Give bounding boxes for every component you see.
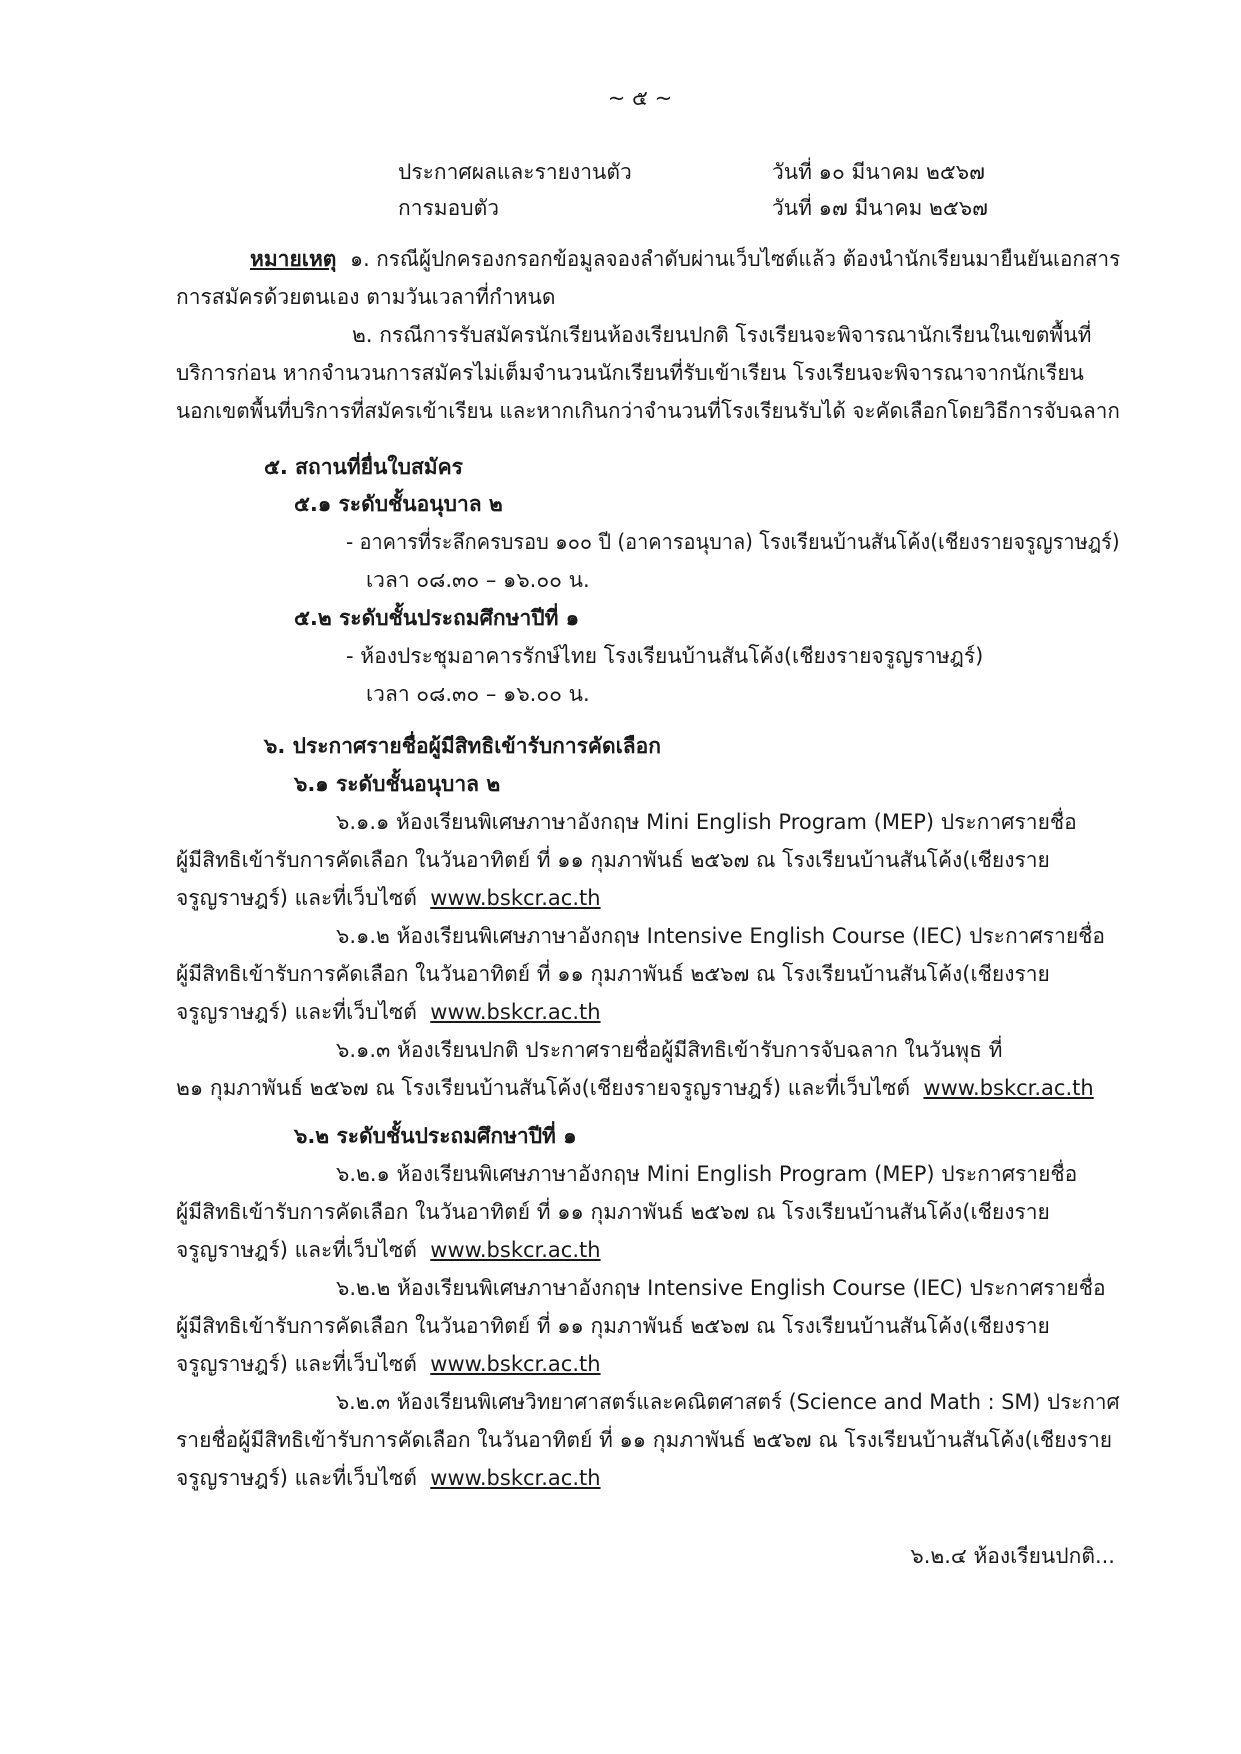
website-link[interactable]: www.bskcr.ac.th [430, 1000, 601, 1024]
section5-1-time: เวลา ๐๘.๓๐ – ๑๖.๐๐ น. [366, 568, 590, 592]
section6-2-1-line2: ผู้มีสิทธิเข้ารับการคัดเลือก ในวันอาทิตย์ ที่ ๑๑ กุมภาพันธ์ ๒๕๖๗ ณ โรงเรียนบ้านสันโค้ง(เชียงราย [176, 1200, 1050, 1224]
section6-1-3-line1: ๖.๑.๓ ห้องเรียนปกติ ประกาศรายชื่อผู้มีสิทธิเข้ารับการจับฉลาก ในวันพุธ ที่ [336, 1038, 1003, 1062]
note-item1-line2: การสมัครด้วยตนเอง ตามวันเวลาที่กำหนด [176, 285, 556, 309]
section6-2-3-line3-text: จรูญราษฎร์) และที่เว็บไซต์ [176, 1466, 417, 1490]
section5-heading: ๕. สถานที่ยื่นใบสมัคร [264, 455, 463, 479]
schedule-label-results: ประกาศผลและรายงานตัว [398, 160, 632, 184]
section6-2-1-line1: ๖.๒.๑ ห้องเรียนพิเศษภาษาอังกฤษ Mini English Program (MEP) ประกาศรายชื่อ [336, 1162, 1078, 1186]
section6-1-2-line2: ผู้มีสิทธิเข้ารับการคัดเลือก ในวันอาทิตย์ ที่ ๑๑ กุมภาพันธ์ ๒๕๖๗ ณ โรงเรียนบ้านสันโค้ง(เชียงราย [176, 962, 1050, 986]
section6-2-3-line1: ๖.๒.๓ ห้องเรียนพิเศษวิทยาศาสตร์และคณิตศาสตร์ (Science and Math : SM) ประกาศ [336, 1390, 1120, 1414]
website-link[interactable]: www.bskcr.ac.th [430, 1238, 601, 1262]
section6-2-1-line3 [176, 1232, 601, 1268]
section6-2-2-line3 [176, 1346, 601, 1382]
section5-2-heading: ๕.๒ ระดับชั้นประถมศึกษาปีที่ ๑ [294, 606, 580, 630]
section6-1-2-line1: ๖.๑.๒ ห้องเรียนพิเศษภาษาอังกฤษ Intensive English Course (IEC) ประกาศรายชื่อ [336, 924, 1106, 948]
section6-1-3-line2-text: ๒๑ กุมภาพันธ์ ๒๕๖๗ ณ โรงเรียนบ้านสันโค้ง(เชียงรายจรูญราษฎร์) และที่เว็บไซต์ [176, 1076, 911, 1100]
section6-2-heading: ๖.๒ ระดับชั้นประถมศึกษาปีที่ ๑ [294, 1124, 577, 1148]
section6-1-1-line3 [176, 880, 601, 916]
section6-1-heading: ๖.๑ ระดับชั้นอนุบาล ๒ [294, 772, 501, 796]
continuation-text: ๖.๒.๔ ห้องเรียนปกติ... [910, 1544, 1115, 1568]
note-item1-line1: ๑. กรณีผู้ปกครองกรอกข้อมูลจองลำดับผ่านเว็บไซต์แล้ว ต้องนำนักเรียนมายืนยันเอกสาร [350, 247, 1121, 271]
section6-2-3-line2: รายชื่อผู้มีสิทธิเข้ารับการคัดเลือก ในวันอาทิตย์ ที่ ๑๑ กุมภาพันธ์ ๒๕๖๗ ณ โรงเรียนบ้านสันโค้ง(เชียงราย [176, 1428, 1113, 1452]
section6-1-2-line3 [176, 994, 601, 1030]
section6-2-2-line3-text: จรูญราษฎร์) และที่เว็บไซต์ [176, 1352, 417, 1376]
section6-1-1-line2: ผู้มีสิทธิเข้ารับการคัดเลือก ในวันอาทิตย์ ที่ ๑๑ กุมภาพันธ์ ๒๕๖๗ ณ โรงเรียนบ้านสันโค้ง(เชียงราย [176, 848, 1050, 872]
section6-2-3-line3 [176, 1460, 601, 1496]
website-link[interactable]: www.bskcr.ac.th [430, 1466, 601, 1490]
note-item2-line2: บริการก่อน หากจำนวนการสมัครไม่เต็มจำนวนนักเรียนที่รับเข้าเรียน โรงเรียนจะพิจารณาจากนักเรียน [176, 361, 1084, 385]
website-link[interactable]: www.bskcr.ac.th [430, 886, 601, 910]
section6-2-2-line1: ๖.๒.๒ ห้องเรียนพิเศษภาษาอังกฤษ Intensive English Course (IEC) ประกาศรายชื่อ [336, 1276, 1106, 1300]
section6-2-1-line3-text: จรูญราษฎร์) และที่เว็บไซต์ [176, 1238, 417, 1262]
section6-2-2-line2: ผู้มีสิทธิเข้ารับการคัดเลือก ในวันอาทิตย์ ที่ ๑๑ กุมภาพันธ์ ๒๕๖๗ ณ โรงเรียนบ้านสันโค้ง(เชียงราย [176, 1314, 1050, 1338]
section6-1-1-line1: ๖.๑.๑ ห้องเรียนพิเศษภาษาอังกฤษ Mini English Program (MEP) ประกาศรายชื่อ [336, 810, 1077, 834]
section6-heading: ๖. ประกาศรายชื่อผู้มีสิทธิเข้ารับการคัดเลือก [264, 734, 661, 758]
schedule-date-handover: วันที่ ๑๗ มีนาคม ๒๕๖๗ [772, 196, 988, 220]
schedule-date-results: วันที่ ๑๐ มีนาคม ๒๕๖๗ [772, 160, 985, 184]
section5-1-place: - อาคารที่ระลึกครบรอบ ๑๐๐ ปี (อาคารอนุบาล) โรงเรียนบ้านสันโค้ง(เชียงรายจรูญราษฎร์) [346, 530, 1120, 554]
note-item2-line3: นอกเขตพื้นที่บริการที่สมัครเข้าเรียน และหากเกินกว่าจำนวนที่โรงเรียนรับได้ จะคัดเลือกโดยวิธีการจับฉลาก [176, 399, 1120, 423]
section5-2-place: - ห้องประชุมอาคารรักษ์ไทย โรงเรียนบ้านสันโค้ง(เชียงรายจรูญราษฎร์) [346, 644, 984, 668]
schedule-label-handover: การมอบตัว [398, 196, 500, 220]
note-heading: หมายเหตุ [250, 247, 337, 271]
page-number: ~ ๕ ~ [607, 86, 673, 110]
section6-1-1-line3-text: จรูญราษฎร์) และที่เว็บไซต์ [176, 886, 417, 910]
website-link[interactable]: www.bskcr.ac.th [430, 1352, 601, 1376]
note-item2-line1: ๒. กรณีการรับสมัครนักเรียนห้องเรียนปกติ โรงเรียนจะพิจารณานักเรียนในเขตพื้นที่ [352, 323, 1092, 347]
section6-1-3-line2 [176, 1070, 1094, 1106]
website-link[interactable]: www.bskcr.ac.th [923, 1076, 1094, 1100]
section5-2-time: เวลา ๐๘.๓๐ – ๑๖.๐๐ น. [366, 682, 590, 706]
section6-1-2-line3-text: จรูญราษฎร์) และที่เว็บไซต์ [176, 1000, 417, 1024]
section5-1-heading: ๕.๑ ระดับชั้นอนุบาล ๒ [294, 492, 503, 516]
